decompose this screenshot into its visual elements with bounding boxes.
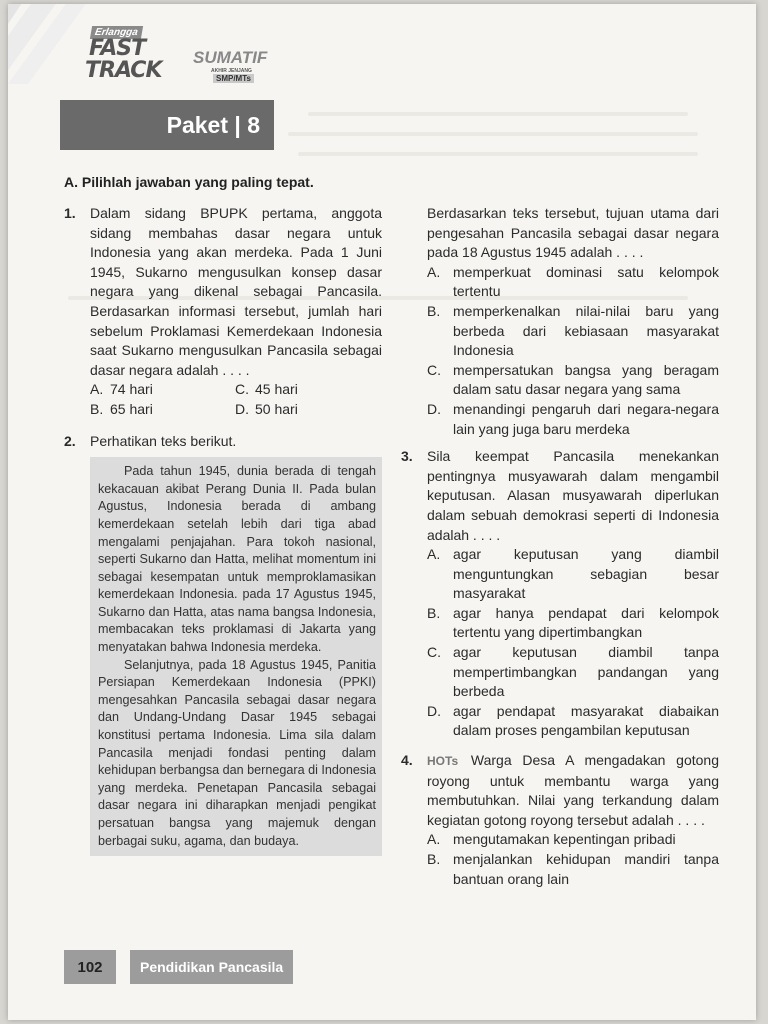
option-a[interactable] (90, 380, 235, 400)
subject-label (130, 950, 293, 984)
option-text: menandingi pengaruh dari negara-negara lain yang juga baru merdeka (453, 400, 719, 437)
section-instruction: A. Pilihlah jawaban yang paling tepat. (64, 174, 314, 190)
question-text: Dalam sidang BPUPK pertama, anggota sidang membahas dasar negara untuk Indonesia yang akan merdeka. Pada 1 Juni 1945, Sukarno mengusulkan konsep dasar negara yang dikenal sebagai Pancasila. Berdasarkan informasi tersebut, jumlah hari sebelum Proklamasi Kemerdekaan Indonesia saat Sukarno mengusulkan Pancasila sebagai dasar negara adalah . . . . (90, 205, 382, 378)
option-text: 74 hari (110, 381, 153, 398)
passage-paragraph-2: Selanjutnya, pada 18 Agustus 1945, Panitia Persiapan Kemerdekaan Indonesia (PPKI) mengesahkan Pancasila sebagai dasar negara dan Undang-Undang Dasar 1945 sebagai konstitusi pertama Indonesia. Lima sila dalam Pancasila menjadi fondasi penting dalam kehidupan berbangsa dan bernegara di Indonesia yang merdeka. Penetapan Pancasila sebagai dasar negara ini diharapkan menjadi pengikat persatuan bangsa yang majemuk dengan berbagai suku, agama, dan budaya. (98, 657, 376, 848)
question-text: Sila keempat Pancasila menekankan pentingnya musyawarah dalam mengambil keputusan. Alasan musyawarah diperlukan dalam sebuah demokrasi seperti di Indonesia adalah . . . . (427, 448, 719, 543)
question-intro: Perhatikan teks berikut. (90, 432, 237, 449)
fast-track-logo (83, 26, 293, 96)
logo-track-text: TRACK (85, 58, 162, 83)
bleed-through-line (288, 132, 698, 136)
option-text: agar hanya pendapat dari kelompok tertentu yang dipertimbangkan (453, 604, 719, 641)
option-letter: D. (427, 702, 441, 719)
logo-fast-text: FAST (89, 36, 146, 61)
option-letter: D. (235, 400, 249, 417)
logo-sumatif-text: SUMATIF (193, 48, 268, 67)
option-text: menjalankan kehidupan mandiri tanpa bantuan orang lain (453, 851, 719, 887)
question-text: Warga Desa A mengadakan gotong royong untuk membantu warga yang membutuhkan. Nilai yang terkandung dalam kegiatan gotong royong tersebut adalah . . . . (427, 752, 719, 828)
option-c[interactable] (427, 361, 719, 400)
page-number (64, 950, 116, 984)
passage-paragraph-1: Pada tahun 1945, dunia berada di tengah kekacauan akibat Perang Dunia II. Pada bulan Agustus, Indonesia berada di ambang kemerdekaan setelah lebih dari tiga abad mengalami penjajahan. Para tokoh nasional, seperti Sukarno dan Hatta, melihat momentum ini sebagai kesempatan untuk memproklamasikan kemerdekaan Indonesia. pada 17 Agustus 1945, Sukarno dan Hatta, atas nama bangsa Indonesia, membacakan teks proklamasi di Jakarta yang menyatakan bahwa Indonesia merdeka. (98, 464, 376, 655)
question-2-continued (401, 204, 719, 439)
question-1 (64, 204, 382, 420)
option-letter: B. (427, 302, 441, 319)
question-2 (64, 432, 382, 452)
logo-akhir-jenjang-text: AKHIR JENJANG (211, 68, 252, 74)
answer-options (90, 380, 382, 419)
option-b[interactable] (427, 604, 719, 643)
option-letter: D. (427, 400, 441, 417)
option-c[interactable] (427, 643, 719, 702)
question-3 (401, 447, 719, 741)
option-d[interactable] (427, 702, 719, 741)
option-text: 50 hari (255, 400, 298, 417)
option-letter: B. (427, 604, 441, 621)
subject-text: Pendidikan Pancasila (140, 959, 284, 975)
option-letter: A. (90, 381, 104, 398)
question-text-wrapper (427, 751, 719, 830)
option-text: agar pendapat masyarakat diabaikan dalam proses pengambilan keputusan (453, 702, 719, 739)
option-text: 65 hari (110, 400, 153, 417)
option-text: 45 hari (255, 381, 298, 398)
bleed-through-line (298, 152, 698, 156)
question-number: 4. (401, 752, 413, 769)
option-b[interactable] (427, 850, 719, 889)
bleed-through-line (308, 112, 688, 116)
option-letter: A. (427, 831, 441, 848)
page-number-text: 102 (77, 958, 103, 976)
option-text: agar keputusan yang diambil menguntungkan sebagian besar masyarakat (453, 546, 719, 602)
logo-level-text: SMP/MTs (213, 74, 254, 83)
option-letter: C. (235, 381, 249, 398)
option-letter: C. (427, 361, 441, 378)
option-letter: A. (427, 263, 441, 280)
question-number: 3. (401, 448, 413, 465)
option-text: mempersatukan bangsa yang beragam dalam satu dasar negara yang sama (453, 361, 719, 398)
right-column (401, 204, 719, 889)
option-text: memperkuat dominasi satu kelompok tertentu (453, 263, 719, 300)
option-a[interactable] (427, 545, 719, 604)
reading-passage (90, 457, 382, 856)
option-a[interactable] (427, 830, 719, 850)
paket-title-bar (60, 100, 274, 150)
publisher-brand: Erlangga (90, 26, 143, 39)
option-b[interactable] (427, 302, 719, 361)
question-4 (401, 751, 719, 889)
option-letter: B. (427, 851, 441, 867)
left-column (64, 204, 382, 856)
option-b[interactable] (90, 400, 235, 420)
option-a[interactable] (427, 263, 719, 302)
option-d[interactable] (427, 400, 719, 439)
option-text: agar keputusan diambil tanpa mempertimbangkan pandangan yang berbeda (453, 644, 719, 700)
textbook-page (8, 4, 756, 1020)
option-d[interactable] (235, 400, 380, 420)
question-text: Berdasarkan teks tersebut, tujuan utama dari pengesahan Pancasila sebagai dasar negara pada 18 Agustus 1945 adalah . . . . (427, 205, 719, 261)
paket-title: Paket | 8 (166, 111, 260, 138)
hots-badge: HOTs (427, 754, 459, 769)
option-text: mengutamakan kepentingan pribadi (453, 831, 676, 848)
question-number: 2. (64, 432, 76, 449)
option-letter: B. (90, 400, 104, 417)
option-c[interactable] (235, 380, 380, 400)
option-letter: A. (427, 546, 441, 563)
option-text: memperkenalkan nilai-nilai baru yang berbeda dari kebiasaan masyarakat Indonesia (453, 302, 719, 359)
question-number: 1. (64, 205, 76, 221)
option-letter: C. (427, 644, 441, 661)
